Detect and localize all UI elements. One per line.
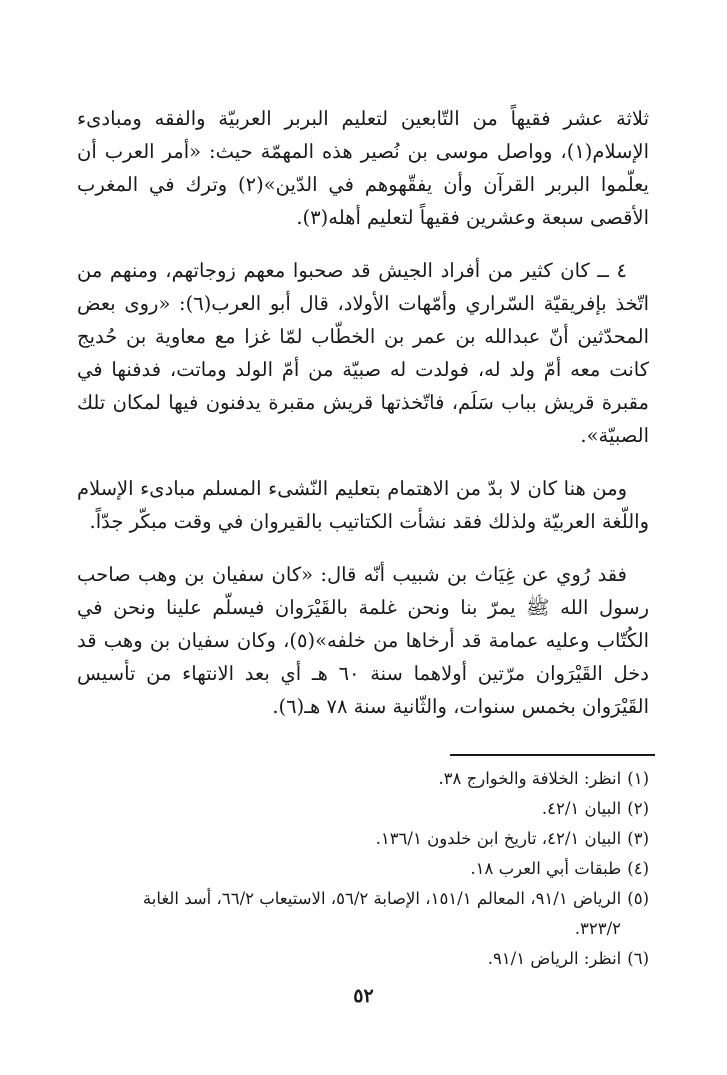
paragraph-1: ثلاثة عشر فقيهاً من التّابعين لتعليم البربر العربيّة والفقه ومبادىء الإسلام(١)، وواصل موسى بن نُصير هذه المهمّة حيث: «أمر العرب أن يعلّموا البربر القرآن وأن يفقّهوهم في الدّين»(٢) وترك في المغرب الأقصى سبعة وعشرين فقيهاً لتعليم أهله(٣).	[77, 107, 649, 229]
footnote-text: طبقات أبي العرب ١٨.	[470, 859, 622, 878]
main-text	[77, 102, 649, 743]
footnote-text: انظر: الرياض ٩١/١.	[487, 949, 622, 968]
footnote-number: (٢)	[627, 799, 649, 818]
footnote-2	[64, 794, 649, 824]
footnote-5	[64, 884, 649, 914]
footnote-5-continuation	[64, 914, 649, 944]
paragraph-4: فقد رُوي عن غِيَاث بن شبيب أنّه قال: «كان سفيان بن وهب صاحب رسول الله ﷺ يمرّ بنا ونحن غلمة بالقَيْرَوان فيسلّم علينا ونحن في الكُتّاب وعليه عمامة قد أرخاها من خلفه»(٥)، وكان سفيان بن وهب قد دخل القَيْرَوان مرّتين أولاهما سنة ٦٠ هـ أي بعد الانتهاء من تأسيس القَيْرَوان بخمس سنوات، والثّانية سنة ٧٨ هـ(٦).	[77, 563, 649, 718]
page-number: ٥٢	[353, 985, 374, 1007]
footnote-6	[64, 944, 649, 974]
paragraph-2: ٤ ــ كان كثير من أفراد الجيش قد صحبوا معهم زوجاتهم، ومنهم من اتّخذ بإفريقيّة السّراري وأمّهات الأولاد، قال أبو العرب(٦): «روى بعض المحدّثين أنّ عبدالله بن عمر بن الخطّاب لمّا غزا مع معاوية بن حُديج كانت معه أمّ ولد له، فولدت له صبيّة من أمّ الولد وماتت، فدفنها في مقبرة قريش بباب سَلَم، فاتّخذتها قريش مقبرة يدفنون فيها لمكان تلك الصبيّة».	[77, 259, 649, 447]
footnote-text: البيان ٤٢/١.	[541, 799, 622, 818]
footnote-number: (٤)	[627, 859, 649, 878]
footnote-number: (١)	[627, 769, 649, 788]
footnotes	[64, 764, 649, 974]
footnote-text: الرياض ٩١/١، المعالم ١٥١/١، الإصابة ٥٦/٢، الاستيعاب ٦٦/٢، أسد الغابة	[142, 889, 622, 908]
footnote-number: (٥)	[627, 889, 649, 908]
footnote-4	[64, 854, 649, 884]
footnote-number: (٦)	[627, 949, 649, 968]
paragraph-3: ومن هنا كان لا بدّ من الاهتمام بتعليم النّشىء المسلم مبادىء الإسلام واللّغة العربيّة ولذلك فقد نشأت الكتاتيب بالقيروان في وقت مبكّر جدّاً.	[77, 477, 649, 533]
footnote-text: ٣٢٣/٢.	[574, 919, 621, 938]
footnote-1	[64, 764, 649, 794]
footnote-3	[64, 824, 649, 854]
footnote-text: انظر: الخلافة والخوارج ٣٨.	[438, 769, 622, 788]
footnote-separator	[450, 754, 655, 756]
footnote-number: (٣)	[627, 829, 649, 848]
footnote-text: البيان ٤٢/١، تاريخ ابن خلدون ١٣٦/١.	[375, 829, 622, 848]
